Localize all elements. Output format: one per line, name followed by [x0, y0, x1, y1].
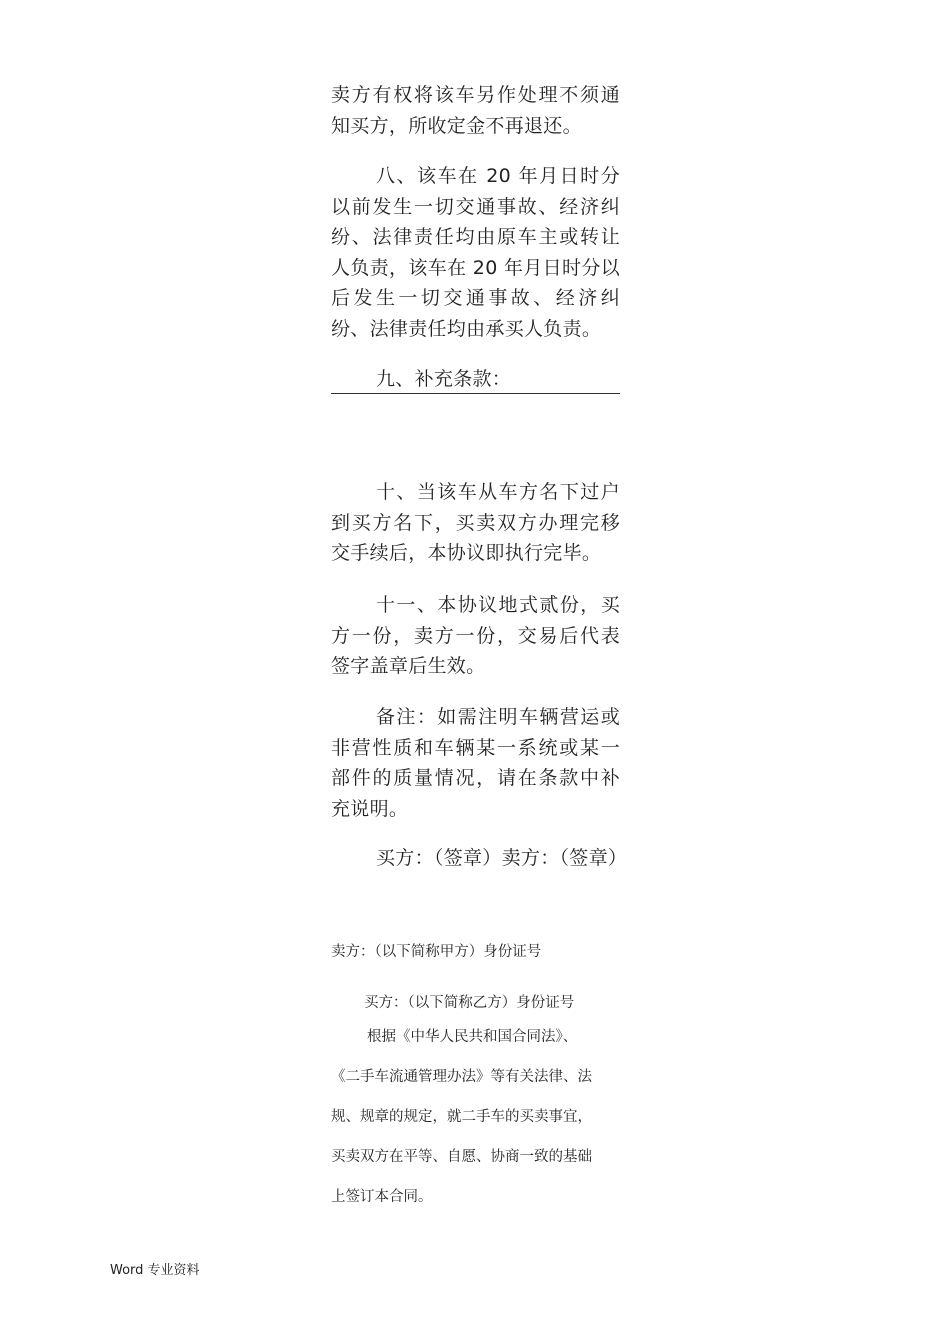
contract-basis-line-2: 《二手车流通管理办法》等有关法律、法 — [331, 1069, 592, 1085]
paragraph-7-continued: 卖方有权将该车另作处理不须通知买方，所收定金不再退还。 — [331, 84, 620, 137]
page-footer-label: Word 专业资料 — [110, 1263, 200, 1278]
contract-basis-line-4: 买卖双方在平等、自愿、协商一致的基础 — [331, 1149, 592, 1165]
supplementary-terms-underline — [331, 393, 620, 394]
signature-line: 买方：（签章）卖方：（签章） — [376, 847, 628, 869]
paragraph-10: 十、当该车从车方名下过户到买方名下，买卖双方办理完移交手续后，本协议即执行完毕。 — [331, 481, 620, 564]
contract-basis-line-5: 上签订本合同。 — [331, 1189, 433, 1205]
paragraph-9-supplementary-terms: 九、补充条款： — [376, 368, 512, 390]
paragraph-note: 备注：如需注明车辆营运或非营性质和车辆某一系统或某一部件的质量情况，请在条款中补充说明。 — [331, 706, 620, 820]
paragraph-11: 十一、本协议地式贰份，买方一份，卖方一份，交易后代表签字盖章后生效。 — [331, 594, 620, 677]
contract-basis-line-1: 根据《中华人民共和国合同法》、 — [367, 1029, 578, 1045]
contract-basis-line-3: 规、规章的规定，就二手车的买卖事宜， — [331, 1109, 592, 1125]
paragraph-8: 八、该车在 20 年月日时分以前发生一切交通事故、经济纠纷、法律责任均由原车主或转让人负责，该车在 20 年月日时分以后发生一切交通事故、经济纠纷、法律责任均由承买人负责。 — [331, 165, 620, 340]
buyer-id-line: 买方：（以下简称乙方）身份证号 — [364, 995, 575, 1011]
seller-id-line: 卖方：（以下简称甲方）身份证号 — [331, 944, 542, 960]
